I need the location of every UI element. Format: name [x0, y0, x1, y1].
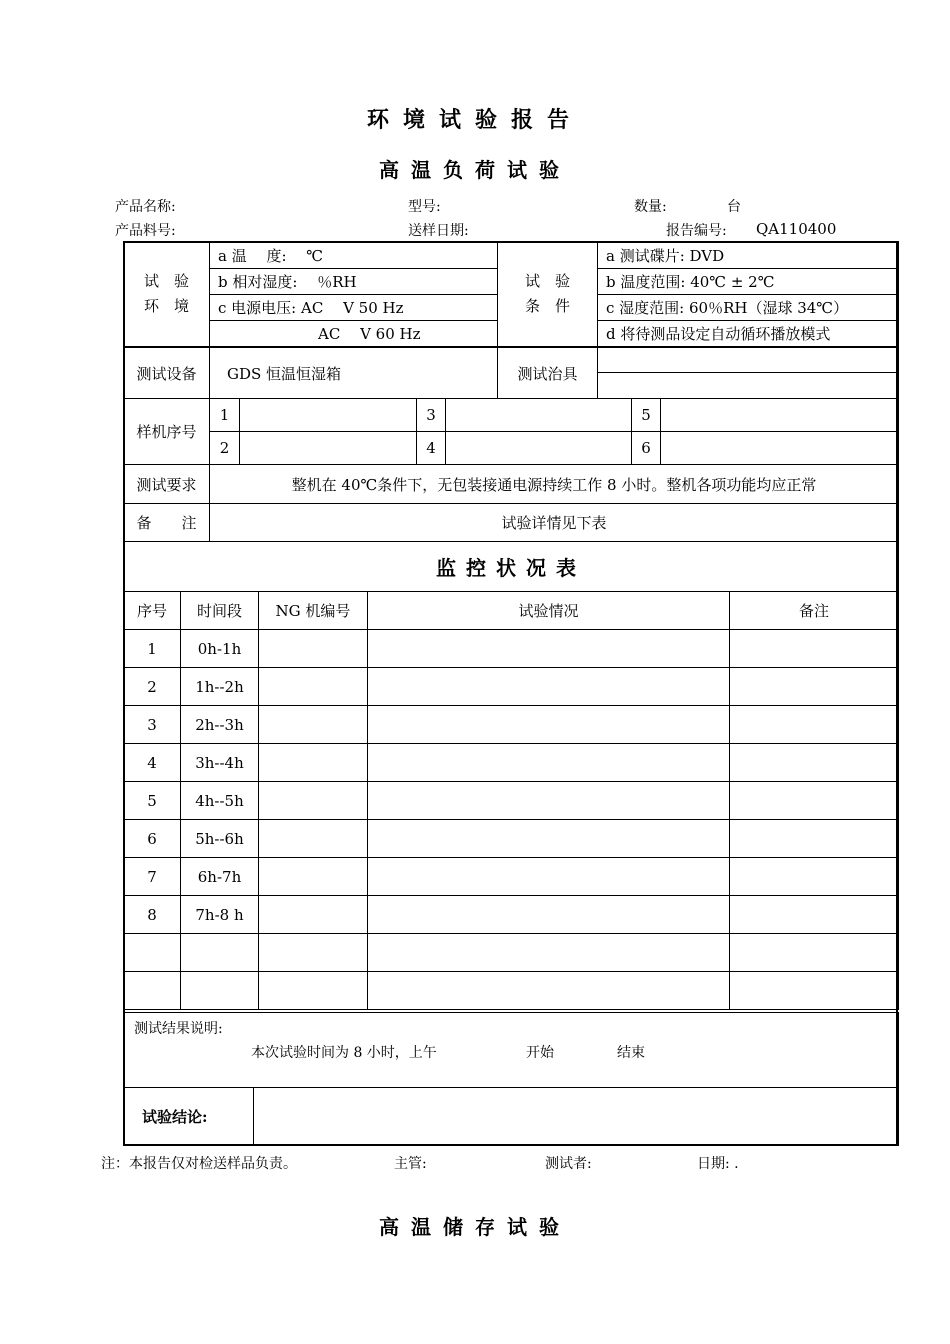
fixture-value-2	[598, 373, 899, 399]
row-index: 6	[124, 820, 181, 858]
env-power-60hz: AC V 60 Hz	[210, 321, 498, 347]
row-period: 6h-7h	[181, 858, 259, 896]
footer-supervisor: 主管:	[394, 1156, 427, 1172]
row-period: 1h--2h	[181, 668, 259, 706]
sample-num-3: 3	[417, 399, 446, 432]
row-ng	[259, 858, 368, 896]
env-label	[124, 242, 210, 347]
row-index: 4	[124, 744, 181, 782]
col-header-index: 序号	[124, 592, 181, 630]
row-note	[730, 630, 899, 668]
row-note	[730, 972, 899, 1010]
row-ng	[259, 896, 368, 934]
row-status	[368, 820, 730, 858]
col-header-ng: NG 机编号	[259, 592, 368, 630]
row-status	[368, 896, 730, 934]
row-period: 3h--4h	[181, 744, 259, 782]
row-period: 4h--5h	[181, 782, 259, 820]
quantity-label: 数量:	[634, 199, 667, 215]
remarks-label: 备 注	[124, 504, 210, 542]
monitor-header-row	[124, 592, 899, 630]
sample-num-4: 4	[417, 432, 446, 465]
table-row	[124, 972, 899, 1010]
row-ng	[259, 972, 368, 1010]
row-index	[124, 972, 181, 1010]
cond-mode: d 将待测品设定自动循环播放模式	[598, 321, 899, 347]
env-label-line2: 环 境	[143, 297, 189, 315]
row-index: 3	[124, 706, 181, 744]
part-no-label: 产品料号:	[115, 223, 176, 239]
row-status	[368, 858, 730, 896]
row-note	[730, 858, 899, 896]
result-label: 测试结果说明:	[134, 1021, 223, 1037]
row-period: 2h--3h	[181, 706, 259, 744]
row-period: 0h-1h	[181, 630, 259, 668]
cond-label-line2: 条 件	[524, 297, 570, 315]
table-row	[124, 896, 899, 934]
row-note	[730, 706, 899, 744]
cond-disc: a 测试碟片: DVD	[598, 242, 899, 269]
row-index	[124, 934, 181, 972]
footer-tester: 测试者:	[545, 1156, 592, 1172]
fixture-label: 测试治具	[498, 348, 598, 399]
row-ng	[259, 668, 368, 706]
conclusion-value	[254, 1088, 899, 1146]
next-section-title: 高温储存试验	[379, 1215, 571, 1239]
footer-note: 注：本报告仅对检送样品负责。	[101, 1156, 297, 1172]
row-status	[368, 972, 730, 1010]
sample-num-2: 2	[210, 432, 240, 465]
row-index: 5	[124, 782, 181, 820]
sample-value-4	[446, 432, 632, 465]
row-index: 1	[124, 630, 181, 668]
samples-label: 样机序号	[124, 399, 210, 465]
send-date-label: 送样日期:	[408, 223, 469, 239]
sample-value-5	[661, 399, 899, 432]
row-note	[730, 668, 899, 706]
env-temp: a 温 度: ℃	[210, 242, 498, 269]
row-index: 7	[124, 858, 181, 896]
cond-hum-range: c 湿度范围: 60％RH（湿球 34℃）	[598, 295, 899, 321]
report-no-value: QA110400	[756, 220, 837, 238]
equipment-table	[123, 347, 899, 399]
row-ng	[259, 630, 368, 668]
sample-num-5: 5	[632, 399, 661, 432]
sample-value-2	[240, 432, 417, 465]
row-ng	[259, 706, 368, 744]
footer-date: 日期: .	[697, 1156, 739, 1172]
conclusion-label: 试验结论:	[124, 1088, 254, 1146]
table-row	[124, 630, 899, 668]
row-ng	[259, 782, 368, 820]
env-label-line1: 试 验	[143, 272, 189, 290]
table-row	[124, 706, 899, 744]
row-note	[730, 820, 899, 858]
test-title: 高温负荷试验	[379, 158, 571, 182]
row-note	[730, 934, 899, 972]
monitor-title: 监控状况表	[124, 542, 899, 592]
row-ng	[259, 820, 368, 858]
result-text-a: 本次试验时间为 8 小时，上午	[251, 1045, 437, 1061]
table-row	[124, 934, 899, 972]
row-index: 8	[124, 896, 181, 934]
requirement-value: 整机在 40℃条件下，无包装接通电源持续工作 8 小时。整机各项功能均应正常	[210, 465, 899, 504]
sample-num-1: 1	[210, 399, 240, 432]
row-period	[181, 934, 259, 972]
row-period: 7h-8 h	[181, 896, 259, 934]
equipment-value: GDS 恒温恒湿箱	[210, 348, 498, 399]
row-status	[368, 744, 730, 782]
row-period	[181, 972, 259, 1010]
result-text-c: 结束	[617, 1045, 645, 1061]
row-status	[368, 934, 730, 972]
row-status	[368, 668, 730, 706]
requirement-table	[123, 464, 899, 592]
sample-num-6: 6	[632, 432, 661, 465]
sample-value-1	[240, 399, 417, 432]
col-header-status: 试验情况	[368, 592, 730, 630]
row-status	[368, 630, 730, 668]
table-row	[124, 668, 899, 706]
row-note	[730, 744, 899, 782]
row-status	[368, 706, 730, 744]
cond-label	[498, 242, 598, 347]
row-note	[730, 782, 899, 820]
report-title: 环境试验报告	[366, 107, 583, 133]
sample-value-3	[446, 399, 632, 432]
equipment-label: 测试设备	[124, 348, 210, 399]
col-header-note: 备注	[730, 592, 899, 630]
result-text-b: 开始	[526, 1045, 554, 1061]
row-period: 5h--6h	[181, 820, 259, 858]
result-table	[123, 1012, 899, 1146]
row-ng	[259, 934, 368, 972]
table-row	[124, 858, 899, 896]
product-name-label: 产品名称:	[115, 199, 176, 215]
env-humidity: b 相对湿度: ％RH	[210, 269, 498, 295]
remarks-value: 试验详情见下表	[210, 504, 899, 542]
quantity-unit: 台	[727, 199, 741, 215]
table-row	[124, 744, 899, 782]
row-status	[368, 782, 730, 820]
monitor-table	[123, 591, 899, 1010]
table-row	[124, 782, 899, 820]
report-no-label: 报告编号:	[666, 223, 727, 239]
result-cell	[124, 1013, 899, 1088]
row-ng	[259, 744, 368, 782]
env-cond-table	[123, 241, 899, 347]
fixture-value-1	[598, 348, 899, 373]
row-index: 2	[124, 668, 181, 706]
cond-temp-range: b 温度范围: 40℃ ± 2℃	[598, 269, 899, 295]
requirement-label: 测试要求	[124, 465, 210, 504]
samples-table	[123, 398, 899, 465]
col-header-period: 时间段	[181, 592, 259, 630]
sample-value-6	[661, 432, 899, 465]
cond-label-line1: 试 验	[524, 272, 570, 290]
table-row	[124, 820, 899, 858]
row-note	[730, 896, 899, 934]
model-label: 型号:	[408, 199, 441, 215]
env-power-50hz: c 电源电压: AC V 50 Hz	[210, 295, 498, 321]
